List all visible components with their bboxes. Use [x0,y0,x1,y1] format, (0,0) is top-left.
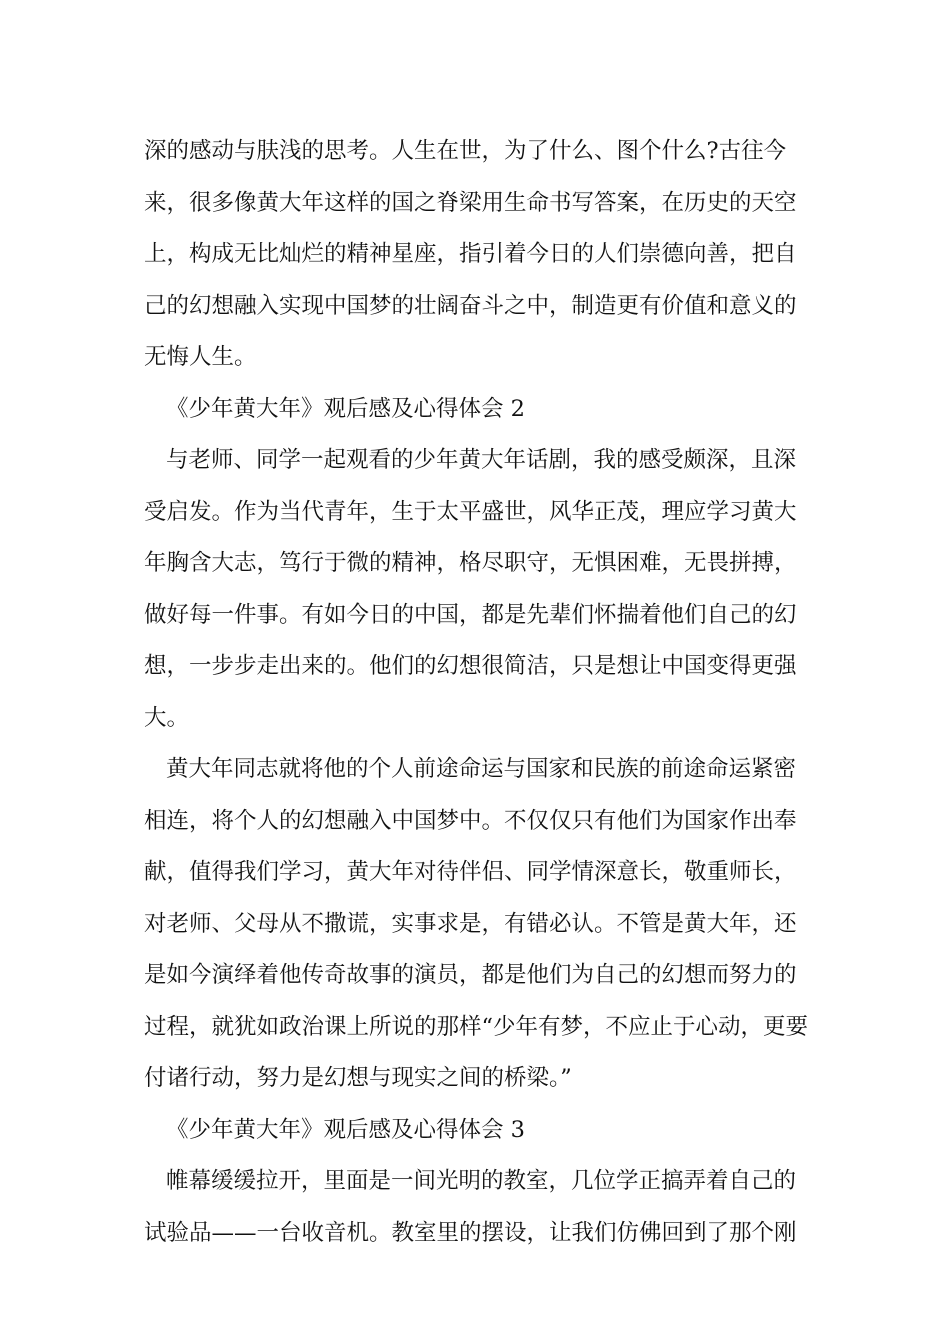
paragraph-3: 黄大年同志就将他的个人前途命运与国家和民族的前途命运紧密相连，将个人的幻想融入中国梦中。不仅仅只有他们为国家作出奉献，值得我们学习，黄大年对待伴侣、同学情深意长，敬重师长，对老师、父母从不撒谎，实事求是，有错必认。不管是黄大年，还是如今演绎着他传奇故事的演员，都是他们为自己的幻想而努力的过程，就犹如政治课上所说的那样“少年有梦，不应止于心动，更要付诸行动，努力是幻想与现实之间的桥梁。” [144,756,809,1091]
paragraph-2: 与老师、同学一起观看的少年黄大年话剧，我的感受颇深，且深受启发。作为当代青年，生于太平盛世，风华正茂，理应学习黄大年胸含大志，笃行于微的精神，格尽职守，无惧困难，无畏拼搏，做好每一件事。有如今日的中国，都是先辈们怀揣着他们自己的幻想，一步步走出来的。他们的幻想很简洁，只是想让中国变得更强大。 [144,447,797,731]
section-heading-2: 《少年黄大年》观后感及心得体会 2 [166,395,525,422]
paragraph-4: 帷幕缓缓拉开，里面是一间光明的教室，几位学正搞弄着自己的试验品——一台收音机。教室里的摆设，让我们仿佛回到了那个刚 [144,1168,797,1246]
section-heading-3: 《少年黄大年》观后感及心得体会 3 [166,1116,525,1143]
document-body [144,126,814,1259]
paragraph-1: 深的感动与肤浅的思考。人生在世，为了什么、图个什么?古往今来，很多像黄大年这样的国之脊梁用生命书写答案，在历史的天空上，构成无比灿烂的精神星座，指引着今日的人们崇德向善，把自己的幻想融入实现中国梦的壮阔奋斗之中，制造更有价值和意义的无悔人生。 [144,138,797,370]
